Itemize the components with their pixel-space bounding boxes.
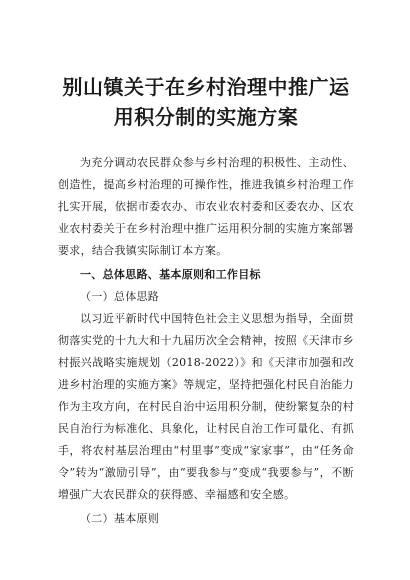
section-heading: 一、总体思路、基本原则和工作目标 — [80, 268, 261, 281]
intro-paragraph: 为充分调动农民群众参与乡村治理的积极性、主动性、创造性，提高乡村治理的可操作性，推进我镇乡村治理工作扎实开展，依据市委农办、市农业农村委和区委农办、区农业农村委关于在乡村治理中推广运用积分制的实施方案部署要求，结合我镇实际制订本方案。 — [58, 156, 354, 257]
subsection-paragraph: 以习近平新时代中国特色社会主义思想为指导，全面贯彻落实党的十九大和十九届历次全会精神，按照《天津市乡村振兴战略实施规划（2018-2022）》和《天津市加强和改进乡村治理的实施方案》等规定，坚持把强化村民自治能力作为主攻方向，在村民自治中运用积分制，使纷繁复杂的村民自治行为标准化、具象化，让村民自治工作可量化、有抓手，将农村基层治理由“村里事”变成“家家事”，由“任务命令”转为“激励引导”，由“要我参与”变成“我要参与”，不断增强广大农民群众的获得感、幸福感和安全感。 — [58, 312, 354, 501]
subsection-heading: （一）总体思路 — [80, 290, 160, 303]
document-title: 别山镇关于在乡村治理中推广运用积分制的实施方案 — [62, 75, 350, 129]
subsection-heading-2: （二）基本原则 — [80, 512, 160, 525]
document-body — [58, 152, 354, 530]
